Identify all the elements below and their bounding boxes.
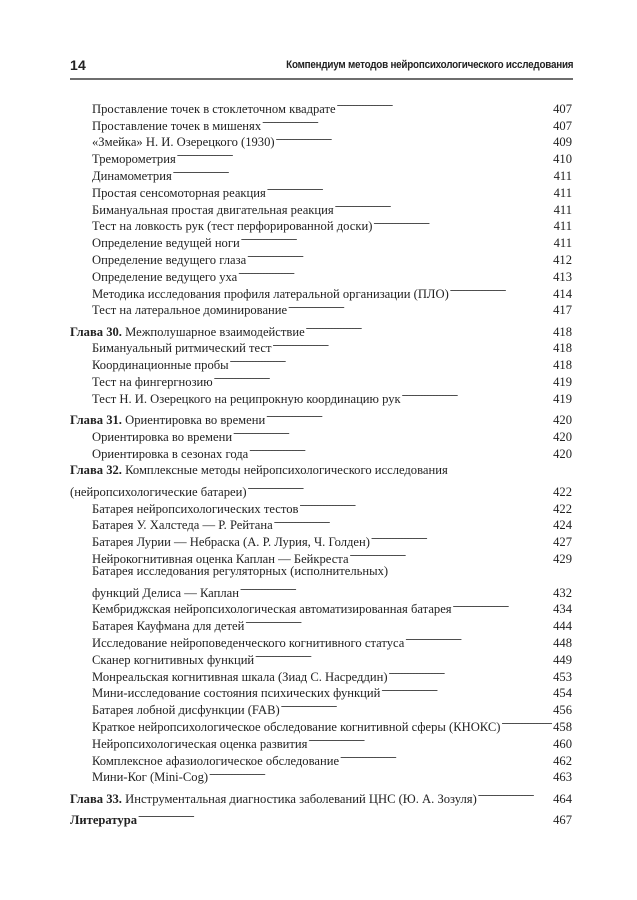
dot-leader	[308, 731, 552, 748]
toc-page-number: 427	[553, 535, 572, 550]
dot-leader	[266, 407, 552, 424]
dot-leader	[248, 479, 553, 496]
toc-page-number: 411	[553, 236, 572, 251]
dot-leader	[335, 197, 553, 214]
toc-entry[interactable]	[70, 731, 572, 751]
toc-page-number: 420	[553, 413, 572, 428]
toc-entry-title-text: Батарея Кауфмана для детей	[92, 619, 245, 634]
toc-entry-title	[92, 563, 388, 580]
toc-page-number: 407	[553, 118, 572, 133]
toc-entry-title	[92, 769, 208, 786]
dot-leader	[233, 424, 552, 441]
toc-page-number: 444	[553, 619, 572, 634]
table-of-contents	[70, 96, 572, 827]
toc-entry[interactable]	[70, 765, 572, 785]
dot-leader	[402, 386, 552, 403]
dot-leader	[405, 630, 552, 647]
toc-entry[interactable]	[70, 214, 572, 234]
toc-entry-continuation[interactable]	[70, 580, 572, 600]
toc-page-number: 420	[553, 446, 572, 461]
toc-entry-title-text: Батарея нейропсихологических тестов	[92, 501, 299, 516]
toc-entry-title-text: Краткое нейропсихологическое обследование когнитивной сферы (КНОКС)	[92, 719, 501, 734]
dot-leader	[337, 96, 552, 113]
chapter-label: Глава 33.	[70, 791, 122, 806]
chapter-label: Глава 30.	[70, 324, 122, 339]
dot-leader	[173, 163, 553, 180]
toc-entry-title	[70, 791, 477, 808]
toc-page-number: 411	[553, 168, 572, 183]
dot-leader	[281, 697, 552, 714]
toc-entry[interactable]	[70, 281, 572, 301]
toc-entry[interactable]	[70, 298, 572, 318]
toc-entry-title-text: Батарея Лурии — Небраска (А. Р. Лурия, Ч. Голден)	[92, 535, 370, 550]
toc-chapter-entry[interactable]	[70, 319, 572, 339]
toc-entry[interactable]	[70, 496, 572, 516]
dot-leader	[230, 352, 552, 369]
toc-page-number: 418	[553, 341, 572, 356]
dot-leader	[240, 580, 552, 597]
toc-entry-title-text: Тест на фингергнозию	[92, 375, 213, 390]
toc-entry[interactable]	[70, 386, 572, 406]
toc-entry-title-text: Мини-исследование состояния психических функций	[92, 686, 381, 701]
toc-page-number: 419	[553, 375, 572, 390]
toc-page-number: 417	[553, 303, 572, 318]
toc-page-number: 414	[553, 286, 572, 301]
toc-entry-title-text: Проставление точек в стоклеточном квадрате	[92, 101, 336, 116]
toc-entry-title-text: Определение ведущего уха	[92, 269, 238, 284]
toc-page-number: 422	[553, 501, 572, 516]
toc-page-number: 411	[553, 219, 572, 234]
toc-entry[interactable]	[70, 597, 572, 617]
toc-page-number: 463	[553, 770, 572, 785]
toc-entry-title-text: Ориентировка во времени	[92, 429, 233, 444]
chapter-label: Литература	[70, 812, 138, 827]
toc-entry[interactable]	[70, 146, 572, 167]
toc-entry-title-text: Бимануальная простая двигательная реакция	[92, 202, 334, 217]
toc-entry-title-cont: (нейропсихологические батареи)	[70, 484, 247, 499]
toc-entry-title	[92, 302, 287, 319]
dot-leader	[209, 765, 552, 782]
dot-leader	[453, 597, 553, 614]
toc-page-number: 407	[553, 101, 572, 116]
dot-leader	[238, 264, 552, 281]
toc-entry[interactable]	[70, 613, 572, 634]
toc-page-number: 418	[553, 324, 572, 339]
toc-page-number: 454	[553, 686, 572, 701]
toc-page-number: 413	[553, 269, 572, 284]
toc-entry-title-text: Динамометрия	[92, 168, 172, 183]
toc-page-number: 467	[553, 812, 572, 827]
toc-entry-title-text: Сканер когнитивных функций	[92, 652, 255, 667]
toc-entry[interactable]	[70, 681, 572, 701]
toc-entry-title-text: Тест Н. И. Озерецкого на реципрокную координацию рук	[92, 391, 401, 406]
toc-entry[interactable]	[70, 197, 572, 217]
toc-entry-title-text: Проставление точек в мишенях	[92, 118, 262, 133]
dot-leader	[247, 247, 552, 264]
toc-entry-title-text: Кембриджская нейропсихологическая автоматизированная батарея	[92, 602, 452, 617]
toc-page-number: 432	[553, 585, 572, 600]
dot-leader	[450, 281, 552, 298]
toc-entry[interactable]	[70, 563, 572, 580]
toc-chapter-entry[interactable]	[70, 407, 572, 428]
toc-entry[interactable]	[70, 714, 572, 734]
dot-leader	[381, 681, 552, 698]
toc-entry[interactable]	[70, 130, 572, 150]
dot-leader	[373, 214, 552, 231]
toc-page-number: 462	[553, 753, 572, 768]
dot-leader	[272, 336, 552, 353]
dot-leader	[276, 130, 553, 147]
dot-leader	[262, 113, 552, 130]
toc-page-number: 419	[553, 391, 572, 406]
toc-entry-title-text: Тест на ловкость рук (тест перфорированной доски)	[92, 219, 373, 234]
toc-page-number: 429	[553, 552, 572, 567]
toc-entry[interactable]	[70, 163, 572, 183]
toc-entry-title-text: Батарея исследования регуляторных (исполнительных)	[92, 564, 389, 579]
dot-leader	[340, 748, 552, 765]
toc-page-number: 412	[553, 252, 572, 267]
toc-entry-title-cont: функций Делиса — Каплан	[92, 585, 239, 600]
toc-entry-title-text: Координационные пробы	[92, 358, 229, 373]
toc-page-number: 422	[553, 484, 572, 499]
chapter-label: Глава 32.	[70, 463, 122, 478]
toc-entry[interactable]	[70, 546, 572, 567]
toc-entry[interactable]	[70, 748, 572, 768]
toc-entry[interactable]	[70, 264, 572, 284]
chapter-label: Глава 31.	[70, 413, 122, 428]
toc-entry[interactable]	[70, 230, 572, 251]
toc-page-number: 464	[553, 791, 572, 806]
toc-entry[interactable]	[70, 352, 572, 373]
dot-leader	[299, 496, 552, 513]
toc-chapter-entry[interactable]	[70, 807, 572, 827]
dot-leader	[241, 230, 553, 247]
toc-entry-title-text: Нейропсихологическая оценка развития	[92, 736, 308, 751]
toc-entry-title-text: Треморометрия	[92, 152, 176, 167]
toc-page-number: 409	[553, 135, 572, 150]
dot-leader	[389, 664, 553, 681]
toc-page-number: 458	[553, 719, 572, 734]
toc-entry-title-text: Ориентировка в сезонах года	[92, 446, 249, 461]
toc-entry[interactable]	[70, 513, 572, 533]
toc-entry-title-text: Определение ведущего глаза	[92, 252, 247, 267]
toc-page-number: 410	[553, 152, 572, 167]
toc-entry-title	[70, 812, 137, 829]
toc-page-number: 453	[553, 669, 572, 684]
dot-leader	[255, 647, 552, 664]
dot-leader	[306, 319, 552, 336]
toc-entry-title	[92, 391, 401, 408]
page-number: 14	[70, 57, 86, 73]
toc-entry-title-text: Батарея У. Халстеда — Р. Рейтана	[92, 518, 273, 533]
toc-page-number: 448	[553, 636, 572, 650]
dot-leader	[214, 369, 552, 386]
dot-leader	[350, 546, 553, 563]
dot-leader	[138, 807, 552, 824]
toc-page-number: 420	[553, 429, 572, 444]
toc-entry-title-text: Определение ведущей ноги	[92, 236, 240, 251]
dot-leader	[267, 180, 553, 197]
toc-entry[interactable]	[70, 630, 572, 650]
toc-entry[interactable]	[70, 647, 572, 667]
toc-entry[interactable]	[70, 664, 572, 684]
toc-entry[interactable]	[70, 247, 572, 267]
toc-entry-title	[92, 446, 248, 463]
toc-entry-title-text: Монреальская когнитивная шкала (Зиад С. Насреддин)	[92, 669, 388, 684]
toc-entry-title-text: Ориентировка во времени	[125, 413, 266, 428]
toc-entry[interactable]	[70, 180, 572, 200]
dot-leader	[478, 786, 552, 803]
toc-entry-title-text: Нейрокогнитивная оценка Каплан — Бейкреста	[92, 552, 349, 567]
toc-entry[interactable]	[70, 529, 572, 550]
running-head	[70, 57, 573, 77]
toc-page-number: 411	[553, 185, 572, 200]
toc-page-number: 449	[553, 652, 572, 667]
dot-leader	[371, 529, 552, 546]
toc-page-number: 424	[553, 518, 572, 533]
toc-entry-title-text: Батарея лобной дисфункции (FAB)	[92, 703, 280, 718]
toc-entry-title-text: Методика исследования профиля латеральной организации (ПЛО)	[92, 286, 449, 301]
toc-entry[interactable]	[70, 113, 572, 133]
toc-entry-title-text: Бимануальный ритмический тест	[92, 341, 272, 356]
toc-entry[interactable]	[70, 424, 572, 444]
dot-leader	[245, 613, 552, 630]
header-rule	[70, 78, 573, 80]
toc-entry-title-text: Тест на латеральное доминирование	[92, 303, 288, 318]
book-title: Компендиум методов нейропсихологического исследования	[285, 59, 573, 71]
toc-entry-title	[70, 462, 448, 479]
toc-entry-title-text: Комплексное афазиологическое обследование	[92, 753, 340, 768]
toc-page-number: 418	[553, 358, 572, 373]
toc-entry-title-text: Межполушарное взаимодействие	[125, 324, 305, 339]
toc-page-number: 456	[553, 703, 572, 718]
toc-entry[interactable]	[70, 336, 572, 356]
toc-entry[interactable]	[70, 441, 572, 461]
toc-chapter-entry[interactable]	[70, 786, 572, 806]
toc-entry-title-text: Мини-Ког (Mini-Cog)	[92, 770, 209, 785]
toc-page-number: 460	[553, 736, 572, 751]
toc-entry-title-text: «Змейка» Н. И. Озерецкого (1930)	[92, 135, 275, 150]
toc-entry-title-text: Инструментальная диагностика заболеваний ЦНС (Ю. А. Зозуля)	[125, 791, 477, 806]
toc-entry[interactable]	[70, 697, 572, 718]
toc-page-number: 434	[553, 602, 572, 617]
toc-page-number: 411	[553, 202, 572, 217]
toc-entry-title-text: Комплексные методы нейропсихологического исследования	[125, 463, 448, 478]
toc-entry[interactable]	[70, 369, 572, 390]
toc-entry[interactable]	[70, 96, 572, 116]
toc-chapter-entry[interactable]	[70, 462, 572, 479]
dot-leader	[288, 298, 552, 315]
dot-leader	[501, 714, 552, 731]
dot-leader	[177, 146, 552, 163]
toc-entry-continuation[interactable]	[70, 479, 572, 499]
toc-entry-title-text: Исследование нейроповеденческого когнитивного статуса	[92, 636, 405, 650]
dot-leader	[249, 441, 552, 458]
dot-leader	[274, 513, 552, 530]
toc-entry-title-text: Простая сенсомоторная реакция	[92, 185, 266, 200]
